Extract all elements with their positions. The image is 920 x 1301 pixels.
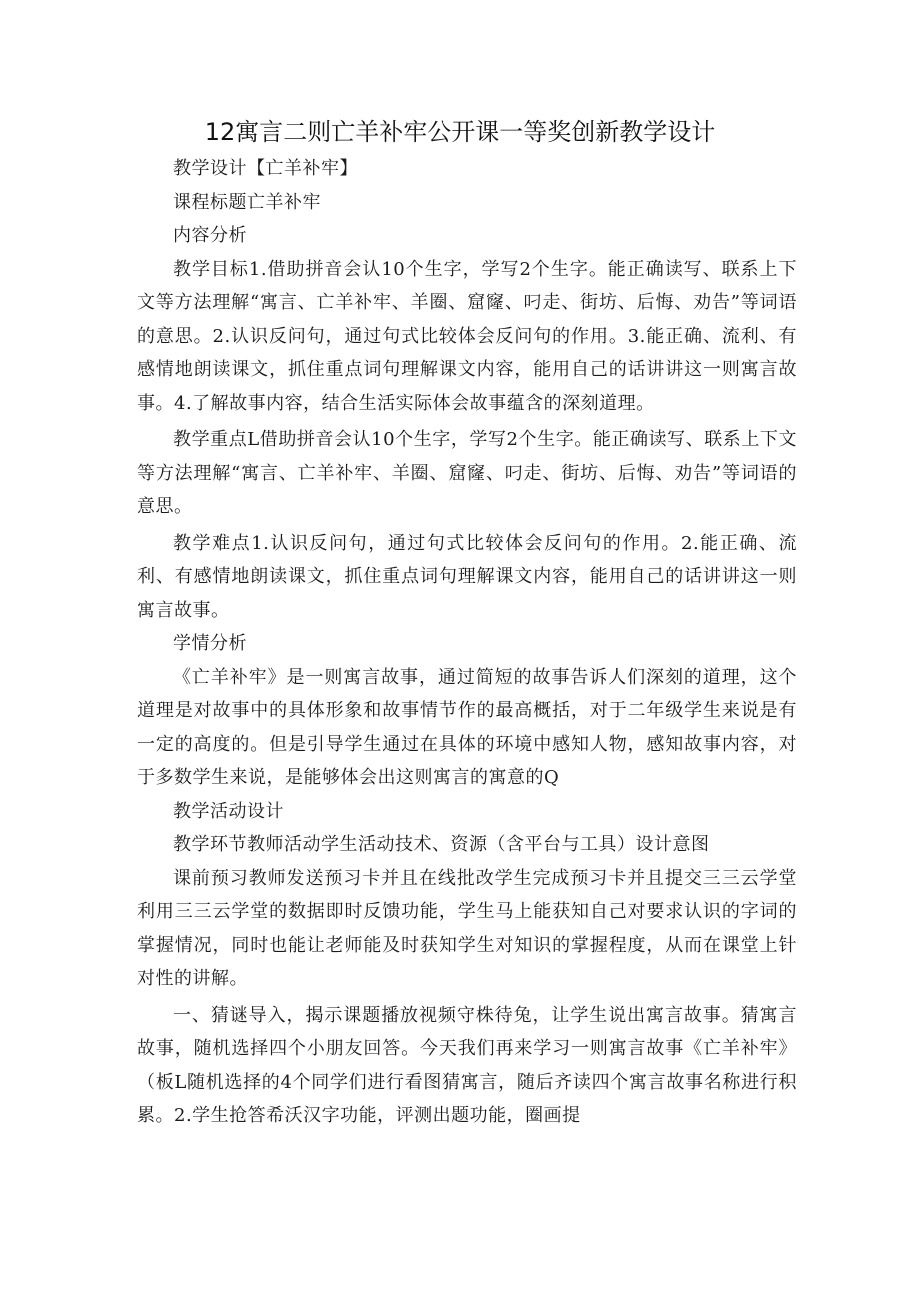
paragraph-teaching-difficulty: 教学难点1.认识反问句，通过句式比较体会反问句的作用。2.能正确、流利、有感情地朗读课文，抓住重点词句理解课文内容，能用自己的话讲讲这一则寓言故事。 — [137, 532, 797, 621]
document-body — [137, 152, 797, 1133]
paragraph-preview: 课前预习教师发送预习卡并且在线批改学生完成预习卡并且提交三三云学堂利用三三云学堂的数据即时反馈功能，学生马上能获知自己对要求认识的字词的掌握情况，同时也能让老师能及时获知学生对知识的掌握程度，从而在课堂上针对性的讲解。 — [137, 867, 797, 989]
paragraph-design-title: 教学设计【亡羊补牢】 — [173, 158, 358, 179]
paragraph-intro: 一、猜谜导入，揭示课题播放视频守株待兔，让学生说出寓言故事。猜寓言故事，随机选择四个小朋友回答。今天我们再来学习一则寓言故事《亡羊补牢》（板L随机选择的4个同学们进行看图猜寓言，随后齐读四个寓言故事名称进行积累。2.学生抢答希沃汉字功能，评测出题功能，圈画提 — [137, 1004, 797, 1126]
paragraph-activity-design: 教学活动设计 — [173, 800, 284, 822]
paragraph-teaching-focus: 教学重点L借助拼音会认10个生字，学写2个生字。能正确读写、联系上下文等方法理解“寓言、亡羊补牢、羊圈、窟窿、叼走、街坊、后悔、劝告”等词语的意思。 — [137, 429, 797, 517]
paragraph-course-title: 课程标题亡羊补牢 — [173, 191, 321, 213]
paragraph-teaching-goals: 教学目标1.借助拼音会认10个生字，学写2个生字。能正确读写、联系上下文等方法理解“寓言、亡羊补牢、羊圈、窟窿、叼走、街坊、后悔、劝告”等词语的意思。2.认识反问句，通过句式比较体会反问句的作用。3.能正确、流利、有感情地朗读课文，抓住重点词句理解课文内容，能用自己的话讲讲这一则寓言故事。4.了解故事内容，结合生活实际体会故事蕴含的深刻道理。 — [137, 258, 797, 414]
paragraph-student-analysis-heading: 学情分析 — [173, 633, 247, 654]
paragraph-activity-columns: 教学环节教师活动学生活动技术、资源（含平台与工具）设计意图 — [173, 834, 710, 855]
document-title: 12寓言二则亡羊补牢公开课一等奖创新教学设计 — [204, 118, 716, 146]
paragraph-student-analysis: 《亡羊补牢》是一则寓言故事，通过简短的故事告诉人们深刻的道理，这个道理是对故事中的具体形象和故事情节作的最高概括，对于二年级学生来说是有一定的高度的。但是引导学生通过在具体的环境中感知人物，感知故事内容，对于多数学生来说，是能够体会出这则寓言的寓意的Q — [137, 666, 797, 788]
paragraph-content-analysis: 内容分析 — [173, 225, 247, 246]
